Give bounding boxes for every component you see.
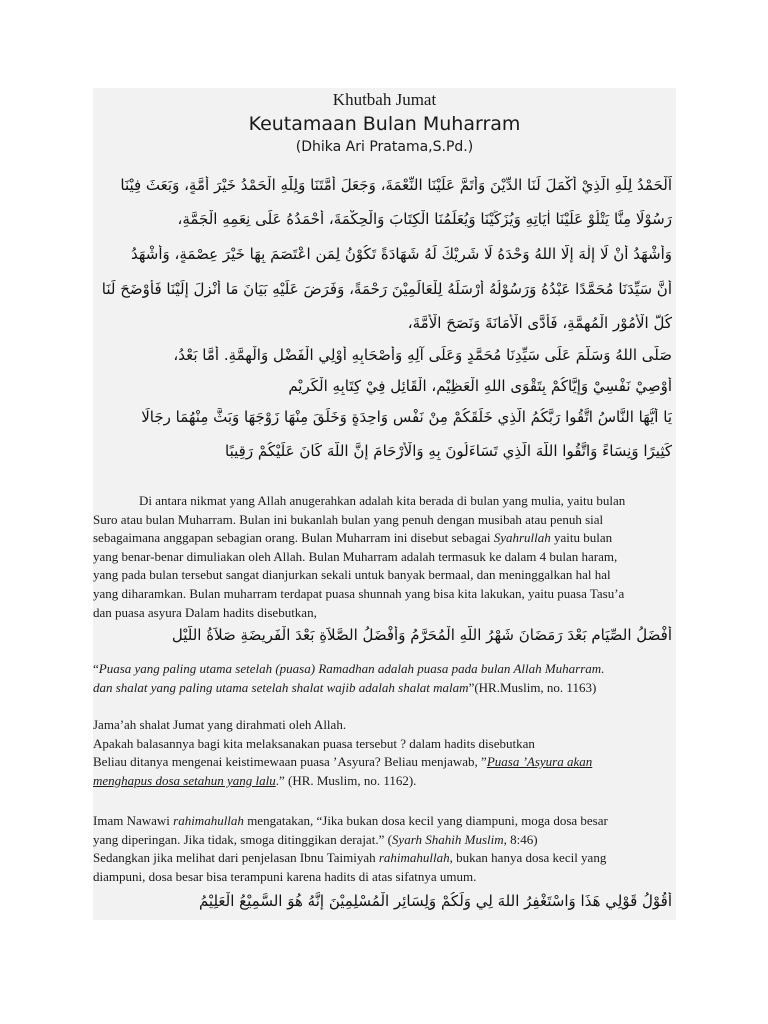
text-line: Di antara nikmat yang Allah anugerahkan adalah kita berada di bulan yang mulia, yaitu bulan xyxy=(139,493,626,508)
text-line xyxy=(93,831,676,850)
arabic-line: كُلَّ الْأُمُوْرِ الْمُهِمَّةِ، فَأَدَّى الْأَمَانَةَ وَنَصَحَ الْأُمَّةَ، xyxy=(407,314,672,332)
text-segment: yang diperingan. Jika tidak, smoga ditinggikan derajat.” ( xyxy=(93,831,392,847)
text-line xyxy=(93,772,676,791)
hadith-translation xyxy=(93,660,676,697)
underlined-quote: menghapus dosa setahun yang lalu xyxy=(93,772,276,788)
arabic-line: رَسُوْلًا مِنَّا يَتْلُوْ عَلَيْنَا اٰيَاتِهِ وَيُزَكِّيْنَا وَيُعَلِّمُنَا الْكِتَابَ وَالْحِكْمَةَ، أَحْمَدُهُ عَلَى نِعَمِهِ الْجَمَّةِ، xyxy=(177,210,672,228)
text-line: yang pada bulan tersebut sangat dianjurkan sekali untuk banyak bermaal, dan meninggalkan hal hal xyxy=(93,567,611,583)
italic-term: rahimahullah xyxy=(378,850,450,866)
document-page xyxy=(93,88,676,920)
text-line xyxy=(93,529,676,548)
text-segment: Beliau ditanya mengenai keistimewaan puasa ’Asyura? Beliau menjawab, ” xyxy=(93,754,487,770)
text-line: yang benar-benar dimuliakan oleh Allah. Bulan Muharram adalah termasuk ke dalam 4 bulan haram, xyxy=(93,548,618,564)
text-line: diampuni, dosa besar bisa terampuni karena hadits di atas sifatnya umum. xyxy=(93,868,477,884)
text-segment: Sedangkan jika melihat dari penjelasan Ibnu Taimiyah xyxy=(93,850,379,866)
text-line xyxy=(93,753,676,772)
hadith-reference: ”(HR.Muslim, no. 1163) xyxy=(468,679,597,695)
translation-text: Puasa yang paling utama setelah (puasa) Ramadhan adalah puasa pada bulan Allah Muharram. xyxy=(98,661,605,676)
italic-term: rahimahullah xyxy=(173,813,244,828)
text-segment: mengatakan, “Jika bukan dosa kecil yang diampuni, moga dosa besar xyxy=(243,813,608,828)
translation-text: dan shalat yang paling utama setelah shalat wajib adalah shalat malam xyxy=(93,679,469,695)
document-subtitle: Keutamaan Bulan Muharram xyxy=(248,113,521,135)
text-line xyxy=(93,849,676,868)
text-segment: , 8:46) xyxy=(503,831,538,847)
document-title: Khutbah Jumat xyxy=(332,90,437,109)
arabic-line: أَنَّ سَيِّدَنَا مُحَمَّدًا عَبْدُهُ وَرَسُوْلُهُ أَرْسَلَهُ لِلْعَالَمِيْنَ رَحْمَةً، وَفَرَضَ عَلَيْهِ بَيَانَ مَا أُنْزِلَ إِلَيْنَا فَأَوْضَحَ لَنَا xyxy=(101,280,672,298)
text-line: Suro atau bulan Muharram. Bulan ini bukanlah bulan yang penuh dengan musibah atau penuh sial xyxy=(93,511,604,527)
arabic-line: وَأَشْهَدُ أَنْ لَا إِلٰهَ إِلَّا اللهُ وَحْدَهُ لَا شَرِيْكَ لَهُ شَهَادَةً تَكُوْنُ لِمَنِ اعْتَصَمَ بِهَا خَيْرَ عِصْمَةٍ، وَأَشْهَدُ xyxy=(130,245,672,263)
document-author: (Dhika Ari Pratama,S.Pd.) xyxy=(295,139,474,155)
italic-term: Syahrullah xyxy=(493,530,551,546)
text-line xyxy=(93,812,676,831)
text-line: dan puasa asyura Dalam hadits disebutkan, xyxy=(93,604,317,620)
text-line: Jama’ah shalat Jumat yang dirahmati oleh Allah. xyxy=(93,717,347,732)
text-segment: yaitu bulan xyxy=(550,530,613,546)
hadith-arabic: أَفْضَلُ الصِّيَامِ بَعْدَ رَمَضَانَ شَهْرُ اللَّهِ الْمُحَرَّمُ وَأَفْضَلُ الصَّلاَةِ بَعْدَ الْفَرِيضَةِ صَلاَةُ اللَّيْلِ xyxy=(171,626,672,644)
hadith-reference: .” (HR. Muslim, no. 1162). xyxy=(275,772,417,788)
text-segment: Imam Nawawi xyxy=(93,813,174,828)
text-segment: , bukan hanya dosa kecil yang xyxy=(449,850,607,866)
arabic-line: أُوْصِيْ نَفْسِيْ وَإِيَّاكُمْ بِتَقْوَى اللهِ الْعَظِيْمِ، الْقَائِلِ فِيْ كِتَابِهِ الْكَرِيْمِ xyxy=(288,377,672,395)
arabic-line: كَثِيرًا وَنِسَاءً وَاتَّقُوا اللَّهَ الَّذِي تَسَاءَلُونَ بِهِ وَالْأَرْحَامَ إِنَّ اللَّهَ كَانَ عَلَيْكُمْ رَقِيبًا xyxy=(225,442,672,460)
closing-arabic: أَقُوْلُ قَوْلِي هَذَا وَاسْتَغْفِرُ اللهَ لِي وَلَكُمْ وَلِسَائِرِ الْمُسْلِمِيْنَ إِنَّهُ هُوَ السَّمِيْعُ الْعَلِيْمُ xyxy=(198,892,672,910)
quote-mark: “ xyxy=(93,661,99,676)
arabic-line: اَلْحَمْدُ لِلّٰهِ الَّذِيْ أَكْمَلَ لَنَا الدِّيْنَ وَأَتَمَّ عَلَيْنَا النِّعْمَةَ، وَجَعَلَ أُمَّتَنَا وَلِلّٰهِ الْحَمْدُ خَيْرَ أُمَّةٍ، وَبَعَثَ فِيْنَا xyxy=(120,176,672,194)
italic-term: Syarh Shahih Muslim xyxy=(391,831,504,847)
text-line: Apakah balasannya bagi kita melaksanakan puasa tersebut ? dalam hadits disebutkan xyxy=(93,735,535,751)
underlined-quote: Puasa ’Asyura akan xyxy=(486,754,593,770)
text-line xyxy=(93,660,676,679)
body-paragraph-3 xyxy=(93,812,676,886)
text-line: yang diharamkan. Bulan muharram terdapat puasa shunnah yang bisa kita lakukan, yaitu puasa Tasu’a xyxy=(93,585,625,601)
text-segment: sebagaimana anggapan sebagian orang. Bulan Muharram ini disebut sebagai xyxy=(93,530,494,546)
arabic-line: يَا أَيُّهَا النَّاسُ اتَّقُوا رَبَّكُمُ الَّذِي خَلَقَكُمْ مِنْ نَفْسٍ وَاحِدَةٍ وَخَلَقَ مِنْهَا زَوْجَهَا وَبَثَّ مِنْهُمَا رِجَالًا xyxy=(141,408,672,426)
text-line xyxy=(93,679,676,698)
body-paragraph-2 xyxy=(93,716,676,790)
arabic-line: صَلَّى اللهُ وَسَلَّمَ عَلَى سَيِّدِنَا مُحَمَّدٍ وَعَلَى آلِهِ وَأَصْحَابِهِ أُوْلِي الْفَضْلِ وَالْهِمَّةِ. أَمَّا بَعْدُ، xyxy=(173,346,672,364)
body-paragraph-1 xyxy=(93,492,676,622)
